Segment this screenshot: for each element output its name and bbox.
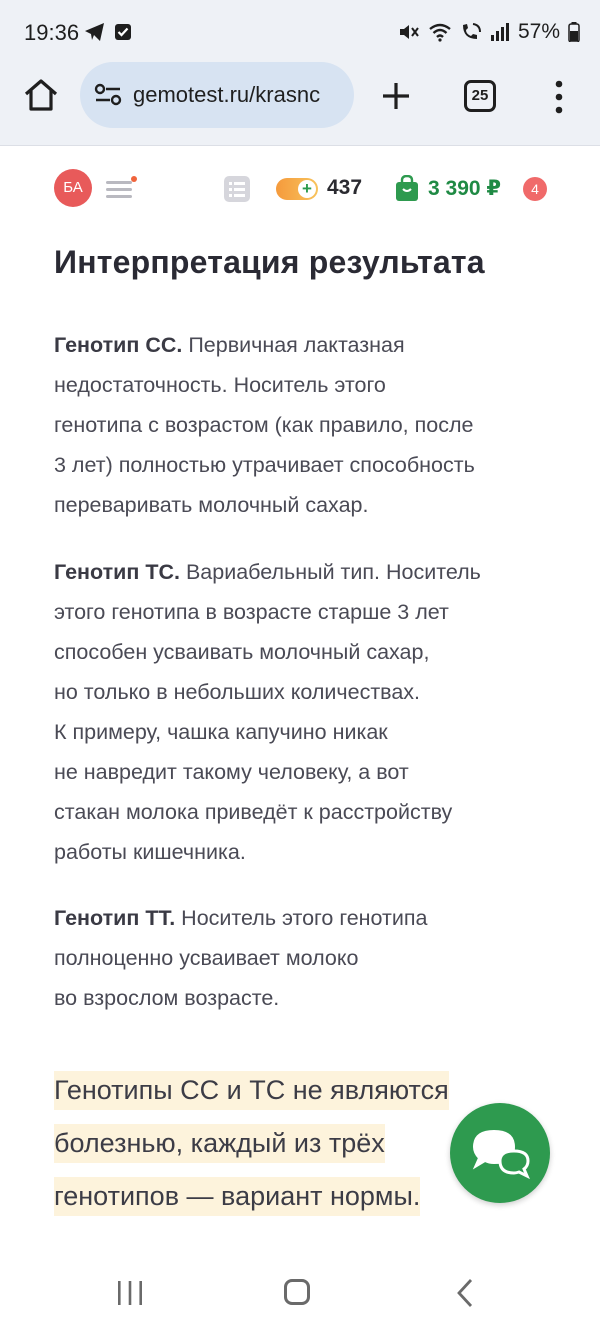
checkbox-notification-icon: [114, 23, 132, 41]
section-title: Интерпретация результата: [54, 244, 485, 280]
text-line: Носитель этого генотипа: [175, 906, 428, 930]
cart-bag-icon[interactable]: [395, 175, 419, 201]
telegram-icon: [84, 22, 106, 42]
plus-icon: +: [298, 180, 316, 198]
genotype-tt-paragraph: [54, 898, 554, 1018]
tab-switcher-icon[interactable]: [464, 80, 496, 112]
text-line: Первичная лактазная: [182, 333, 405, 357]
chat-button[interactable]: [450, 1103, 550, 1203]
site-settings-icon[interactable]: [94, 83, 124, 107]
status-time: 19:36: [24, 20, 80, 45]
text-line: генотипа с возрастом (как правило, после: [54, 413, 474, 437]
new-tab-icon[interactable]: [380, 80, 412, 112]
text-line: во взрослом возрасте.: [54, 986, 280, 1010]
bonus-count: 437: [327, 176, 363, 199]
address-bar[interactable]: [80, 62, 354, 128]
battery-icon: [568, 22, 580, 42]
menu-icon[interactable]: [106, 176, 138, 202]
wifi-icon: [428, 22, 452, 42]
browser-toolbar: [0, 62, 600, 146]
home-nav-icon[interactable]: [284, 1279, 310, 1305]
genotype-tc-paragraph: [54, 552, 554, 872]
text-line: стакан молока приведёт к расстройству: [54, 800, 453, 824]
wifi-call-icon: [460, 22, 482, 42]
bonus-add-button[interactable]: [276, 178, 318, 200]
genotype-label: Генотип TC.: [54, 560, 180, 584]
text-line: но только в небольших количествах.: [54, 680, 421, 704]
battery-percent: 57%: [517, 20, 560, 43]
cart-count-badge: 4: [523, 177, 547, 201]
highlight-line: Генотипы CC и TC не являются: [54, 1071, 449, 1110]
highlight-line: болезнью, каждый из трёх: [54, 1124, 385, 1163]
system-nav-bar: [0, 1252, 600, 1332]
highlight-line: генотипов — вариант нормы.: [54, 1177, 420, 1216]
text-line: Вариабельный тип. Носитель: [179, 560, 481, 584]
mute-icon: [398, 22, 420, 42]
chat-bubbles-icon: [470, 1125, 532, 1183]
genotype-label: Генотип TT.: [54, 906, 176, 930]
tab-count: 25: [471, 87, 489, 104]
highlight-quote: [54, 1067, 474, 1226]
recent-apps-icon[interactable]: [116, 1280, 144, 1306]
genotype-cc-paragraph: [54, 325, 554, 525]
catalog-list-icon[interactable]: [224, 176, 250, 202]
text-line: способен усваивать молочный сахар,: [54, 640, 430, 664]
back-icon[interactable]: [456, 1278, 474, 1308]
text-line: работы кишечника.: [54, 840, 246, 864]
user-avatar[interactable]: БА: [54, 169, 92, 207]
status-bar: [0, 0, 600, 62]
overflow-menu-icon[interactable]: [552, 80, 566, 114]
text-line: 3 лет) полностью утрачивает способность: [54, 453, 475, 477]
text-line: этого генотипа в возрасте старше 3 лет: [54, 600, 449, 624]
text-line: не навредит такому человеку, а вот: [54, 760, 409, 784]
text-line: К примеру, чашка капучино никак: [54, 720, 388, 744]
genotype-label: Генотип CC.: [54, 333, 183, 357]
signal-icon: [490, 23, 510, 41]
cart-total[interactable]: 3 390 ₽: [428, 177, 501, 200]
url-text[interactable]: gemotest.ru/krasnc: [133, 82, 321, 107]
text-line: переваривать молочный сахар.: [54, 493, 369, 517]
home-icon[interactable]: [22, 76, 60, 114]
text-line: полноценно усваивает молоко: [54, 946, 359, 970]
text-line: недостаточность. Носитель этого: [54, 373, 386, 397]
